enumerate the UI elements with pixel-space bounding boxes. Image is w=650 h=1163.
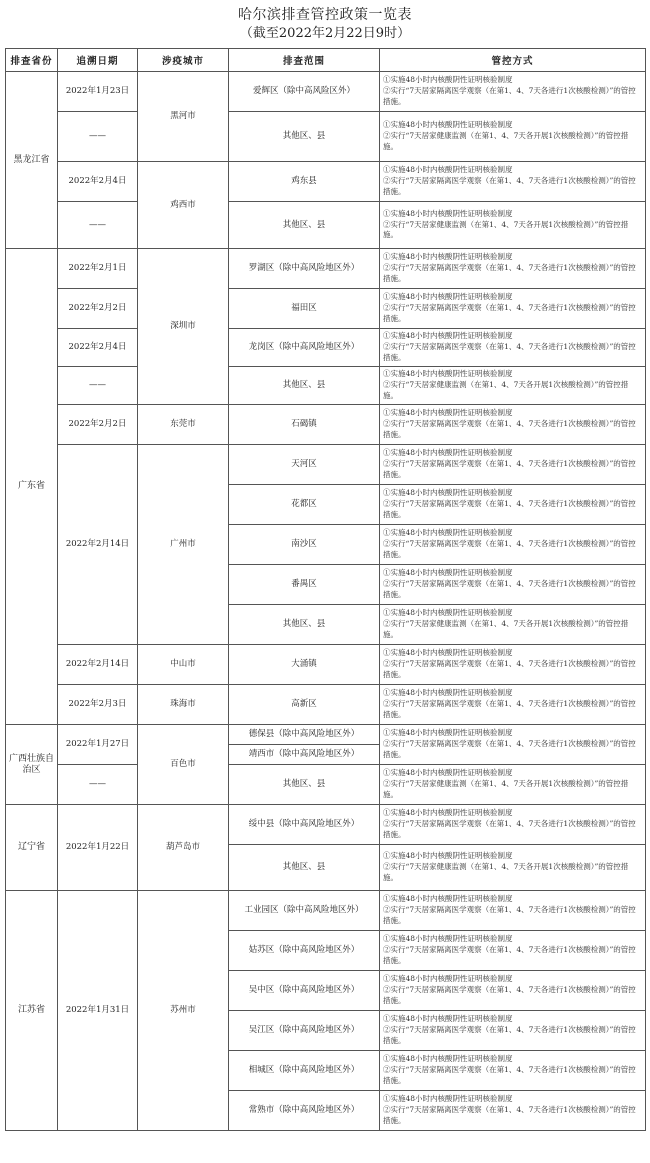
measure-cell — [380, 525, 646, 565]
header-province: 排查省份 — [6, 49, 58, 72]
header-measure: 管控方式 — [380, 49, 646, 72]
measure-line: ②实行“7天居家健康监测（在第1、4、7天各开展1次核酸检测）”的管控措施。 — [383, 619, 629, 639]
city-cell: 黑河市 — [138, 72, 229, 162]
province-cell: 广西壮族自治区 — [6, 725, 58, 805]
measure-line: ②实行“7天居家隔离医学观察（在第1、4、7天各进行1次核酸检测）”的管控措施。 — [383, 539, 636, 559]
measure-cell — [380, 1011, 646, 1051]
range-cell: 其他区、县 — [229, 112, 380, 162]
measure-line: ①实施48小时内核酸阴性证明核验制度 — [383, 408, 513, 418]
header-date: 追溯日期 — [58, 49, 138, 72]
date-cell: 2022年2月1日 — [58, 249, 138, 289]
date-cell: 2022年2月14日 — [58, 645, 138, 685]
measure-line: ①实施48小时内核酸阴性证明核验制度 — [383, 568, 513, 578]
measure-cell — [380, 971, 646, 1011]
date-cell: —— — [58, 112, 138, 162]
table-row — [6, 367, 646, 405]
measure-line: ②实行“7天居家隔离医学观察（在第1、4、7天各进行1次核酸检测）”的管控措施。 — [383, 659, 636, 679]
measure-cell — [380, 329, 646, 367]
measure-cell — [380, 72, 646, 112]
city-cell: 珠海市 — [138, 685, 229, 725]
measure-line: ①实施48小时内核酸阴性证明核验制度 — [383, 165, 513, 175]
range-cell: 工业园区（除中高风险地区外） — [229, 891, 380, 931]
measure-line: ②实行“7天居家隔离医学观察（在第1、4、7天各进行1次核酸检测）”的管控措施。 — [383, 499, 636, 519]
date-cell: —— — [58, 367, 138, 405]
range-cell: 常熟市（除中高风险地区外） — [229, 1091, 380, 1131]
measure-line: ①实施48小时内核酸阴性证明核验制度 — [383, 448, 513, 458]
measure-cell — [380, 485, 646, 525]
measure-line: ②实行“7天居家隔离医学观察（在第1、4、7天各进行1次核酸检测）”的管控措施。 — [383, 1065, 636, 1085]
date-cell: 2022年1月27日 — [58, 725, 138, 765]
measure-cell — [380, 162, 646, 202]
measure-line: ②实行“7天居家隔离医学观察（在第1、4、7天各进行1次核酸检测）”的管控措施。 — [383, 303, 636, 323]
page-subtitle: （截至2022年2月22日9时） — [239, 26, 411, 41]
measure-cell — [380, 1091, 646, 1131]
date-cell: 2022年1月22日 — [58, 805, 138, 891]
header-city: 涉疫城市 — [138, 49, 229, 72]
measure-line: ②实行“7天居家隔离医学观察（在第1、4、7天各进行1次核酸检测）”的管控措施。 — [383, 459, 636, 479]
measure-line: ①实施48小时内核酸阴性证明核验制度 — [383, 369, 513, 379]
measure-line: ①实施48小时内核酸阴性证明核验制度 — [383, 974, 513, 984]
measure-line: ①实施48小时内核酸阴性证明核验制度 — [383, 208, 513, 218]
table-row — [6, 805, 646, 845]
measure-line: ①实施48小时内核酸阴性证明核验制度 — [383, 688, 513, 698]
measure-cell — [380, 405, 646, 445]
table-row — [6, 765, 646, 805]
measure-cell — [380, 685, 646, 725]
range-cell: 大涌镇 — [229, 645, 380, 685]
measure-line: ①实施48小时内核酸阴性证明核验制度 — [383, 648, 513, 658]
measure-cell — [380, 605, 646, 645]
range-cell: 其他区、县 — [229, 605, 380, 645]
range-cell: 其他区、县 — [229, 845, 380, 891]
measure-line: ②实行“7天居家隔离医学观察（在第1、4、7天各进行1次核酸检测）”的管控措施。 — [383, 985, 636, 1005]
measure-cell — [380, 931, 646, 971]
measure-cell — [380, 289, 646, 329]
range-cell: 其他区、县 — [229, 202, 380, 249]
date-cell: 2022年2月2日 — [58, 289, 138, 329]
city-cell: 深圳市 — [138, 249, 229, 405]
measure-line: ②实行“7天居家健康监测（在第1、4、7天各开展1次核酸检测）”的管控措施。 — [383, 131, 629, 151]
range-cell: 姑苏区（除中高风险地区外） — [229, 931, 380, 971]
measure-line: ②实行“7天居家隔离医学观察（在第1、4、7天各进行1次核酸检测）”的管控措施。 — [383, 1025, 636, 1045]
measure-line: ②实行“7天居家健康监测（在第1、4、7天各开展1次核酸检测）”的管控措施。 — [383, 219, 629, 240]
city-cell: 百色市 — [138, 725, 229, 805]
measure-line: ①实施48小时内核酸阴性证明核验制度 — [383, 292, 513, 302]
measure-line: ①实施48小时内核酸阴性证明核验制度 — [383, 252, 513, 262]
document-page — [5, 6, 645, 1131]
range-cell: 爱辉区（除中高风险区外） — [229, 72, 380, 112]
date-cell: 2022年2月3日 — [58, 685, 138, 725]
measure-cell — [380, 445, 646, 485]
city-cell: 葫芦岛市 — [138, 805, 229, 891]
measure-line: ②实行“7天居家健康监测（在第1、4、7天各开展1次核酸检测）”的管控措施。 — [383, 862, 629, 882]
table-row — [6, 72, 646, 112]
measure-line: ①实施48小时内核酸阴性证明核验制度 — [383, 934, 513, 944]
measure-line: ①实施48小时内核酸阴性证明核验制度 — [383, 1094, 513, 1104]
range-cell: 鸡东县 — [229, 162, 380, 202]
table-row — [6, 891, 646, 931]
range-cell: 其他区、县 — [229, 765, 380, 805]
measure-line: ②实行“7天居家隔离医学观察（在第1、4、7天各进行1次核酸检测）”的管控措施。 — [383, 739, 636, 759]
measure-cell — [380, 249, 646, 289]
city-cell: 广州市 — [138, 445, 229, 645]
table-row — [6, 249, 646, 289]
measure-line: ①实施48小时内核酸阴性证明核验制度 — [383, 120, 513, 130]
date-cell: 2022年2月4日 — [58, 329, 138, 367]
measure-line: ②实行“7天居家隔离医学观察（在第1、4、7天各进行1次核酸检测）”的管控措施。 — [383, 263, 636, 283]
date-cell: —— — [58, 765, 138, 805]
measure-cell — [380, 891, 646, 931]
measure-line: ②实行“7天居家隔离医学观察（在第1、4、7天各进行1次核酸检测）”的管控措施。 — [383, 819, 636, 839]
measure-line: ②实行“7天居家隔离医学观察（在第1、4、7天各进行1次核酸检测）”的管控措施。 — [383, 579, 636, 599]
policy-table — [5, 48, 646, 1131]
date-cell: 2022年2月4日 — [58, 162, 138, 202]
measure-line: ②实行“7天居家隔离医学观察（在第1、4、7天各进行1次核酸检测）”的管控措施。 — [383, 86, 636, 106]
page-title: 哈尔滨排查管控政策一览表 — [238, 7, 412, 23]
measure-cell — [380, 765, 646, 805]
measure-cell — [380, 565, 646, 605]
measure-line: ②实行“7天居家隔离医学观察（在第1、4、7天各进行1次核酸检测）”的管控措施。 — [383, 699, 636, 719]
measure-cell — [380, 645, 646, 685]
measure-line: ②实行“7天居家隔离医学观察（在第1、4、7天各进行1次核酸检测）”的管控措施。 — [383, 945, 636, 965]
header-range: 排查范围 — [229, 49, 380, 72]
measure-line: ①实施48小时内核酸阴性证明核验制度 — [383, 1014, 513, 1024]
measure-line: ②实行“7天居家隔离医学观察（在第1、4、7天各进行1次核酸检测）”的管控措施。 — [383, 419, 636, 439]
measure-line: ①实施48小时内核酸阴性证明核验制度 — [383, 808, 513, 818]
measure-line: ②实行“7天居家健康监测（在第1、4、7天各开展1次核酸检测）”的管控措施。 — [383, 380, 629, 400]
city-cell: 鸡西市 — [138, 162, 229, 249]
measure-line: ①实施48小时内核酸阴性证明核验制度 — [383, 1054, 513, 1064]
measure-line: ①实施48小时内核酸阴性证明核验制度 — [383, 768, 513, 778]
measure-cell — [380, 725, 646, 765]
date-cell: 2022年2月14日 — [58, 445, 138, 645]
date-cell: 2022年1月31日 — [58, 891, 138, 1131]
range-cell: 吴江区（除中高风险地区外） — [229, 1011, 380, 1051]
range-cell: 花都区 — [229, 485, 380, 525]
range-cell: 靖西市（除中高风险地区外） — [229, 745, 380, 765]
measure-cell — [380, 367, 646, 405]
range-cell: 天河区 — [229, 445, 380, 485]
range-cell: 龙岗区（除中高风险地区外） — [229, 329, 380, 367]
measure-line: ①实施48小时内核酸阴性证明核验制度 — [383, 608, 513, 618]
range-cell: 吴中区（除中高风险地区外） — [229, 971, 380, 1011]
city-cell: 苏州市 — [138, 891, 229, 1131]
measure-line: ①实施48小时内核酸阴性证明核验制度 — [383, 894, 513, 904]
measure-line: ①实施48小时内核酸阴性证明核验制度 — [383, 851, 513, 861]
measure-line: ②实行“7天居家隔离医学观察（在第1、4、7天各进行1次核酸检测）”的管控措施。 — [383, 176, 636, 196]
measure-cell — [380, 202, 646, 249]
range-cell: 石碣镇 — [229, 405, 380, 445]
range-cell: 其他区、县 — [229, 367, 380, 405]
table-row — [6, 445, 646, 485]
province-cell: 广东省 — [6, 249, 58, 725]
measure-cell — [380, 112, 646, 162]
table-row — [6, 645, 646, 685]
measure-cell — [380, 1051, 646, 1091]
measure-line: ②实行“7天居家健康监测（在第1、4、7天各开展1次核酸检测）”的管控措施。 — [383, 779, 629, 799]
measure-line: ②实行“7天居家隔离医学观察（在第1、4、7天各进行1次核酸检测）”的管控措施。 — [383, 905, 636, 925]
province-cell: 辽宁省 — [6, 805, 58, 891]
table-row — [6, 202, 646, 249]
range-cell: 南沙区 — [229, 525, 380, 565]
date-cell: —— — [58, 202, 138, 249]
measure-line: ②实行“7天居家隔离医学观察（在第1、4、7天各进行1次核酸检测）”的管控措施。 — [383, 1105, 636, 1125]
measure-cell — [380, 845, 646, 891]
date-cell: 2022年2月2日 — [58, 405, 138, 445]
table-row — [6, 329, 646, 367]
range-cell: 福田区 — [229, 289, 380, 329]
table-row — [6, 405, 646, 445]
measure-line: ①实施48小时内核酸阴性证明核验制度 — [383, 488, 513, 498]
province-cell: 江苏省 — [6, 891, 58, 1131]
range-cell: 德保县（除中高风险地区外） — [229, 725, 380, 745]
date-cell: 2022年1月23日 — [58, 72, 138, 112]
range-cell: 高新区 — [229, 685, 380, 725]
table-row — [6, 685, 646, 725]
table-row — [6, 725, 646, 745]
city-cell: 中山市 — [138, 645, 229, 685]
province-cell: 黑龙江省 — [6, 72, 58, 249]
header-row — [6, 49, 646, 72]
measure-line: ①实施48小时内核酸阴性证明核验制度 — [383, 528, 513, 538]
range-cell: 相城区（除中高风险地区外） — [229, 1051, 380, 1091]
measure-cell — [380, 805, 646, 845]
table-row — [6, 289, 646, 329]
measure-line: ①实施48小时内核酸阴性证明核验制度 — [383, 331, 513, 341]
table-row — [6, 162, 646, 202]
city-cell: 东莞市 — [138, 405, 229, 445]
range-cell: 番禺区 — [229, 565, 380, 605]
measure-line: ②实行“7天居家隔离医学观察（在第1、4、7天各进行1次核酸检测）”的管控措施。 — [383, 342, 636, 362]
measure-line: ①实施48小时内核酸阴性证明核验制度 — [383, 75, 513, 85]
table-row — [6, 112, 646, 162]
measure-line: ①实施48小时内核酸阴性证明核验制度 — [383, 728, 513, 738]
range-cell: 绥中县（除中高风险地区外） — [229, 805, 380, 845]
range-cell: 罗湖区（除中高风险地区外） — [229, 249, 380, 289]
